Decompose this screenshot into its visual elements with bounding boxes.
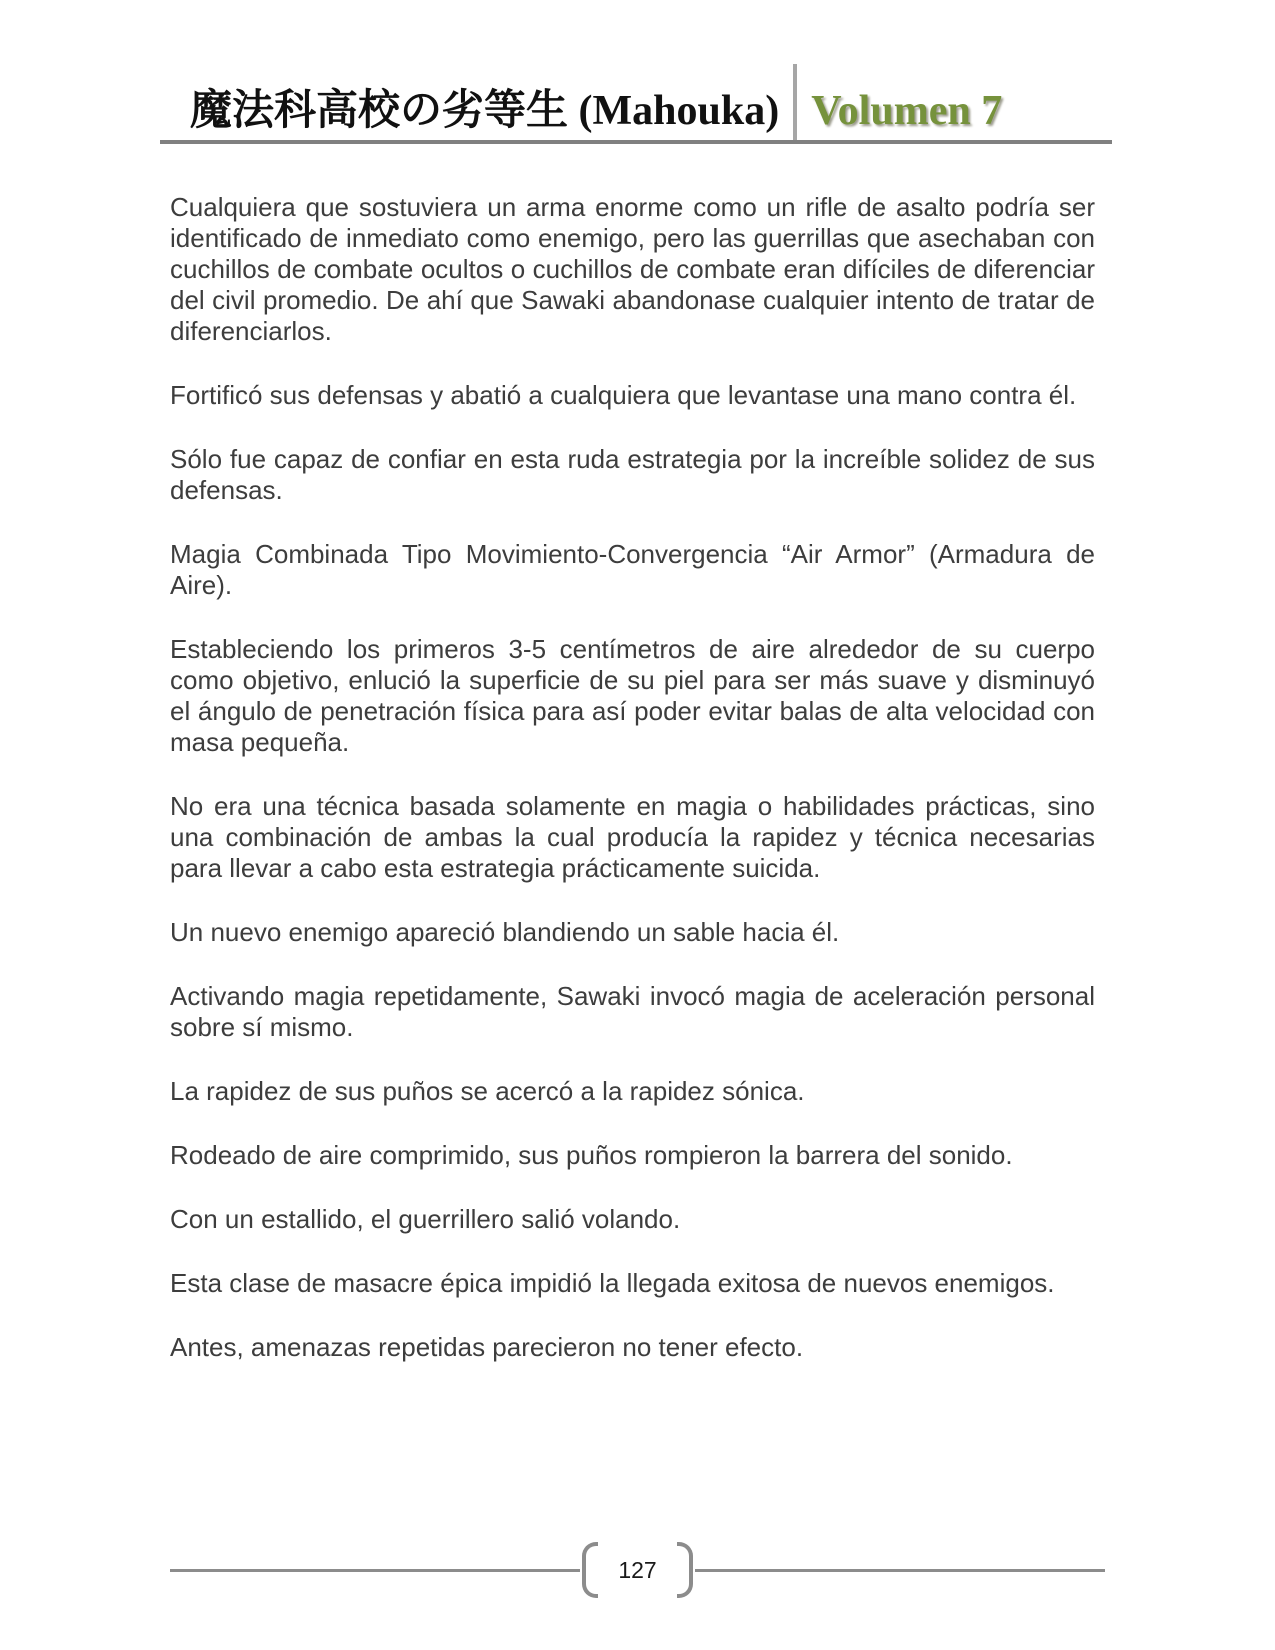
paragraph: Magia Combinada Tipo Movimiento-Convergencia “Air Armor” (Armadura de Aire). bbox=[170, 539, 1095, 600]
paragraph: Antes, amenazas repetidas parecieron no tener efecto. bbox=[170, 1332, 804, 1362]
page-number-bracket-left-icon bbox=[582, 1542, 598, 1598]
paragraph: La rapidez de sus puños se acercó a la rapidez sónica. bbox=[170, 1076, 805, 1106]
page-footer bbox=[170, 1540, 1105, 1600]
page-number: 127 bbox=[618, 1556, 657, 1583]
paragraph: Activando magia repetidamente, Sawaki invocó magia de aceleración personal sobre sí mismo. bbox=[170, 981, 1095, 1042]
paragraph: Rodeado de aire comprimido, sus puños rompieron la barrera del sonido. bbox=[170, 1140, 1013, 1170]
paragraph: Un nuevo enemigo apareció blandiendo un sable hacia él. bbox=[170, 917, 840, 947]
paragraph: No era una técnica basada solamente en magia o habilidades prácticas, sino una combinación de ambas la cual producía la rapidez y técnica necesarias para llevar a cabo esta estrategia prácticamente suicida. bbox=[170, 791, 1095, 883]
page-title: 魔法科高校の劣等生 (Mahouka) bbox=[190, 88, 780, 134]
paragraph: Sólo fue capaz de confiar en esta ruda estrategia por la increíble solidez de sus defensas. bbox=[170, 444, 1095, 505]
paragraph: Con un estallido, el guerrillero salió volando. bbox=[170, 1204, 681, 1234]
paragraph: Esta clase de masacre épica impidió la llegada exitosa de nuevos enemigos. bbox=[170, 1268, 1055, 1298]
header-separator-bar bbox=[793, 64, 797, 140]
paragraph: Fortificó sus defensas y abatió a cualquiera que levantase una mano contra él. bbox=[170, 380, 1077, 410]
page-number-bracket-right-icon bbox=[677, 1542, 693, 1598]
header-rule bbox=[160, 0, 1112, 144]
page-header bbox=[160, 0, 1112, 144]
paragraph: Cualquiera que sostuviera un arma enorme como un rifle de asalto podría ser identificado de inmediato como enemigo, pero las guerrillas que asechaban con cuchillos de combate ocultos o cuchillos de combate eran difíciles de diferenciar del civil promedio. De ahí que Sawaki abandonase cualquier intento de tratar de diferenciarlos. bbox=[170, 192, 1095, 346]
page-body bbox=[170, 192, 1095, 1396]
footer-rule-left bbox=[170, 1569, 580, 1572]
volume-label: Volumen 7 bbox=[811, 88, 1003, 134]
footer-rule-right bbox=[695, 1569, 1105, 1572]
paragraph: Estableciendo los primeros 3-5 centímetros de aire alrededor de su cuerpo como objetivo, enlució la superficie de su piel para ser más suave y disminuyó el ángulo de penetración física para así poder evitar balas de alta velocidad con masa pequeña. bbox=[170, 634, 1095, 757]
